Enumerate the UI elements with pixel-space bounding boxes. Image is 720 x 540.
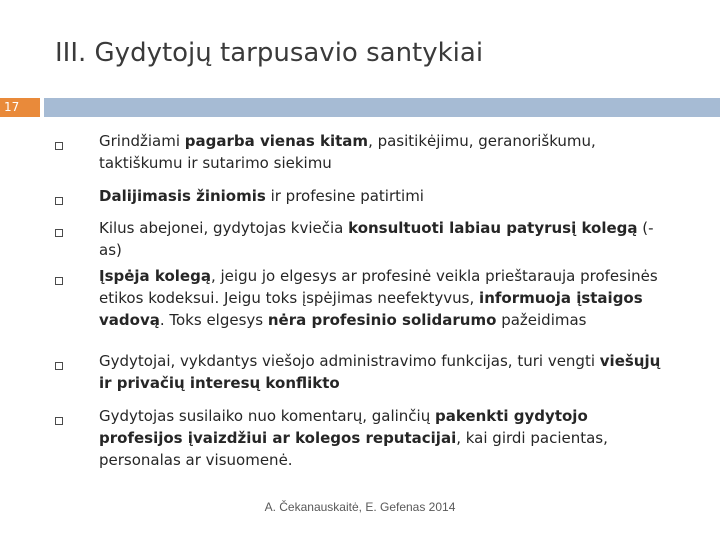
bold-phrase: Dalijimasis žiniomis — [99, 187, 266, 205]
square-bullet-icon — [55, 362, 63, 370]
bold-phrase: Įspėja kolegą — [99, 267, 211, 285]
bullet-text — [99, 217, 673, 261]
text-run: Gydytojas susilaiko nuo komentarų, galinčių — [99, 407, 435, 425]
bold-phrase: pagarba vienas kitam — [184, 132, 369, 150]
bullet-text — [99, 185, 673, 207]
bullet-text — [99, 130, 673, 174]
square-bullet-icon — [55, 417, 63, 425]
slide-title: III. Gydytojų tarpusavio santykiai — [55, 38, 484, 68]
square-bullet-icon — [55, 229, 63, 237]
text-run: Kilus abejonei, gydytojas kviečia — [99, 219, 349, 237]
header-bar — [44, 98, 720, 117]
text-run: (-as) — [99, 219, 654, 259]
text-run: , pasitikėjimu, geranoriškumu, taktiškumu ir sutarimo siekimu — [99, 132, 596, 172]
text-run: Grindžiami — [99, 132, 185, 150]
bullet-text — [99, 405, 673, 471]
footer-credit: A. Čekanauskaitė, E. Gefenas 2014 — [264, 500, 456, 514]
square-bullet-icon — [55, 197, 63, 205]
slide-number: 17 — [0, 98, 40, 117]
bullet-text — [99, 265, 673, 331]
text-run: Gydytojai, vykdantys viešojo administravimo funkcijas, turi vengti — [99, 352, 600, 370]
text-run: ir profesine patirtimi — [265, 187, 424, 205]
square-bullet-icon — [55, 277, 63, 285]
bold-phrase: nėra profesinio solidarumo — [267, 311, 497, 329]
text-run: . Toks elgesys — [159, 311, 268, 329]
bold-phrase: informuoja įstaigos vadovą — [99, 289, 643, 329]
bold-phrase: pakenkti gydytojo profesijos įvaizdžiui ar kolegos reputacijai — [99, 407, 588, 447]
text-run: , kai girdi pacientas, personalas ar visuomenė. — [99, 429, 608, 469]
bullet-text — [99, 350, 673, 394]
text-run: pažeidimas — [496, 311, 587, 329]
text-run: , jeigu jo elgesys ar profesinė veikla prieštarauja profesinės etikos kodeksui. Jeigu toks įspėjimas neefektyvus, — [99, 267, 658, 307]
bold-phrase: viešųjų ir privačių interesų konflikto — [99, 352, 661, 392]
bold-phrase: konsultuoti labiau patyrusį kolegą — [348, 219, 638, 237]
square-bullet-icon — [55, 142, 63, 150]
